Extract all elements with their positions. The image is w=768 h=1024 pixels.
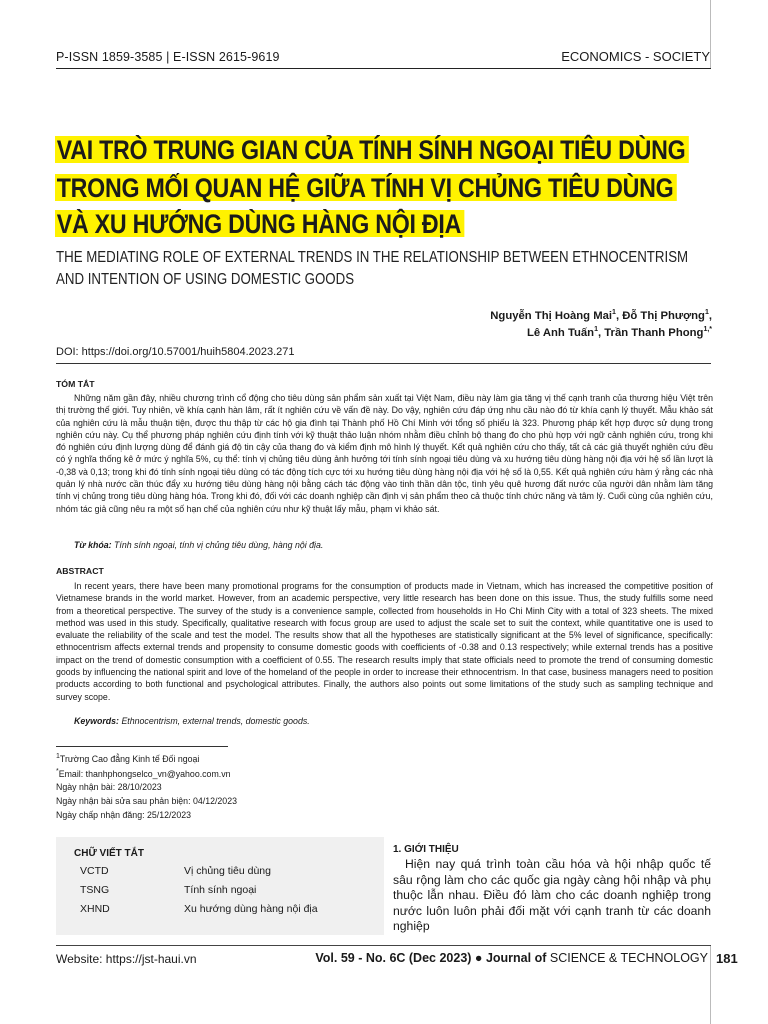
tom-tat-heading: TÓM TẮT	[56, 379, 95, 389]
abstract-heading: ABSTRACT	[56, 566, 104, 576]
intro-text: Hiện nay quá trình toàn cầu hóa và hội nhập quốc tế sâu rộng làm cho các quốc gia ngày càng hội nhập và phụ thuộc lẫn nhau. Điều đó làm cho các doanh nghiệp trong nước luôn luôn phải đối mặt với cạnh tranh từ các doanh nghiệp	[393, 857, 711, 933]
footnote-affiliation	[56, 750, 199, 766]
volume-info: Vol. 59 - No. 6C (Dec 2023) ●	[315, 951, 483, 965]
authors-line-2	[527, 326, 712, 339]
tom-tat-text: Những năm gần đây, nhiều chương trình cổ động cho tiêu dùng sản phẩm sản xuất tại Việt Nam, điều này làm gia tăng vị thế cạnh tranh của thương hiệu Việt trên thị trường thế giới. Tuy nhiên, về khía cạnh hàn lâm, rất ít nghiên cứu về vấn đề này. Do vậy, nghiên cứu đáp ứng nhu cầu nào đó từ khía cạnh lý thuyết. Mẫu khảo sát của nghiên cứu là mẫu thuận tiện, được thu thập từ các hộ gia đình tại Thành phố Hồ Chí Minh với tổng số phiếu là 323. Phương pháp kết hợp được sử dụng trong nghiên cứu này. Cụ thể phương pháp nghiên cứu định tính với kỹ thuật thảo luận nhóm nhằm điều chỉnh bộ thang đo cho phù hợp với ngữ cảnh nghiên cứu, trong khi đó nghiên cứu định lượng dùng để đánh giá độ tin cậy của thang đo và kiểm định mô hình lý thuyết. Kết quả nghiên cứu cho thấy, tất cả các giả thuyết nghiên cứu đều có ý nghĩa thống kê ở mức ý nghĩa 5%, cụ thể: tính vị chủng tiêu dùng ảnh hưởng tới tính sính ngoại tiêu dùng và xu hướng tiêu dùng hàng nội địa với hệ số lần lượt là -0,38 và 0,13; trong khi đó tính sính ngoại tiêu dùng có tác động tích cực tới xu hướng tiêu dùng hàng nội địa với hệ số là 0,55. Kết quả nghiên cứu hàm ý rằng các nhà quản lý nhà nước cần thúc đẩy xu hướng tiêu dùng hàng nội bằng cách tác động vào tinh thần dân tộc, tình yêu quê hương đất nước của người dân nhằm làm tăng tính vị chủng trong tiêu dùng hàng hóa. Trong khi đó, đối với các doanh nghiệp cần định vị sản phẩm theo cả thuộc tính chức năng và tâm lý. Cuối cùng của nghiên cứu, nhóm tác giả cũng nêu ra một số hạn chế của nghiên cứu như kỹ thuật lấy mẫu, phạm vi khảo sát.	[56, 393, 713, 514]
abbr-meaning: Vị chủng tiêu dùng	[184, 865, 271, 877]
author-name: Nguyễn Thị Hoàng Mai	[490, 309, 613, 322]
footnote-text: Email: thanhphongselco_vn@yahoo.com.vn	[58, 768, 231, 779]
footer-rule	[56, 945, 711, 946]
keywords-label: Từ khóa:	[74, 540, 112, 550]
margin-line-top	[710, 0, 711, 68]
footnote-mark: 1	[56, 753, 60, 760]
margin-line-bottom	[710, 945, 711, 1024]
title-vi-line-3: VÀ XU HƯỚNG DÙNG HÀNG NỘI ĐỊA	[55, 210, 465, 237]
keywords-text: Tính sính ngoại, tính vị chủng tiêu dùng, hàng nội địa.	[114, 540, 324, 550]
author-name: Lê Anh Tuấn	[526, 326, 595, 339]
keywords-text: Ethnocentrism, external trends, domestic goods.	[121, 716, 310, 726]
footnote-revised: Ngày nhận bài sửa sau phản biện: 04/12/2023	[56, 796, 237, 806]
author-affil: 1,*	[703, 326, 712, 333]
abbr-term: XHND	[80, 903, 110, 915]
abstract-text: In recent years, there have been many promotional programs for the consumption of products made in Vietnam, which has increased the competitive position of Vietnamese brands in the world market. However, from an academic perspective, very little research has been done on this issue. Thus, the study fulfills some need from a theoretical perspective. The survey of the study is a convenience sample, collected from households in Ho Chi Minh City with a total of 323 sheets. The mixed method was used in this study. Specifically, qualitative research with focus group are used to adjust the scale set to suit the context, while quantitative one is used to evaluate the reliability of the scale and test the model. The results show that all the hypotheses are statistically significant at the 5% level of significance, specifically: ethnocentrism affects external trends and propensity to consume domestic goods with coefficients of -0.38 and 0.13 respectively; while external trends has a positive impact on the trend of domestic consumption with a coefficient of 0.55. The research results imply that state officials need to promote the trend of consuming domestic goods by influencing the national spirit and love of the homeland of the people in order to increase their ethnocentrism. In that case, business managers need to position products according to both functional and psychological attributes. Finally, the authors also points out some limitations of the study such as sampling technique and survey scope.	[56, 581, 713, 702]
author-name: , Đỗ Thị Phượng	[615, 309, 705, 322]
footnote-received: Ngày nhận bài: 28/10/2023	[56, 782, 162, 792]
journal-name: SCIENCE & TECHNOLOGY	[549, 951, 708, 965]
tom-tat-keywords	[74, 540, 323, 550]
title-vi-line-2: TRONG MỐI QUAN HỆ GIỮA TÍNH VỊ CHỦNG TIÊU DÙNG	[55, 174, 677, 201]
footnote-mark: *	[56, 768, 59, 775]
author-affil: 1	[594, 326, 598, 333]
journal-info	[315, 951, 708, 965]
intro-heading: 1. GIỚI THIỆU	[393, 844, 459, 855]
abbr-term: VCTD	[80, 865, 109, 877]
title-vi-line-1: VAI TRÒ TRUNG GIAN CỦA TÍNH SÍNH NGOẠI TIÊU DÙNG	[55, 136, 689, 163]
footnote-email	[56, 765, 231, 781]
abbreviations-heading: CHỮ VIẾT TẮT	[74, 848, 144, 859]
abbr-term: TSNG	[80, 884, 110, 896]
author-name: , Trần Thanh Phong	[598, 326, 704, 339]
header-rule	[56, 68, 711, 69]
issn-header: P-ISSN 1859-3585 | E-ISSN 2615-9619	[56, 50, 280, 64]
author-affil: 1	[704, 309, 709, 316]
author-sep: ,	[708, 309, 712, 322]
title-en-line-2: AND INTENTION OF USING DOMESTIC GOODS	[56, 271, 355, 288]
footnote-accepted: Ngày chấp nhận đăng: 25/12/2023	[56, 810, 191, 820]
keywords-label: Keywords:	[74, 716, 119, 726]
website-link[interactable]: Website: https://jst-haui.vn	[56, 952, 197, 966]
section-header: ECONOMICS - SOCIETY	[561, 49, 710, 64]
footnote-text: Trường Cao đẳng Kinh tế Đối ngoại	[59, 753, 200, 764]
journal-of: Journal of	[485, 951, 547, 965]
abstract-keywords	[74, 716, 310, 726]
title-en-line-1: THE MEDIATING ROLE OF EXTERNAL TRENDS IN THE RELATIONSHIP BETWEEN ETHNOCENTRISM	[56, 249, 689, 266]
author-affil: 1	[612, 309, 616, 316]
abbr-meaning: Tính sính ngoại	[184, 884, 257, 896]
page-number: 181	[716, 951, 738, 966]
doi-rule	[56, 363, 711, 364]
authors-line-1	[490, 309, 712, 322]
abbr-meaning: Xu hướng dùng hàng nội địa	[184, 903, 318, 915]
footnote-rule	[56, 746, 228, 747]
doi-link[interactable]: DOI: https://doi.org/10.57001/huih5804.2023.271	[56, 346, 295, 358]
